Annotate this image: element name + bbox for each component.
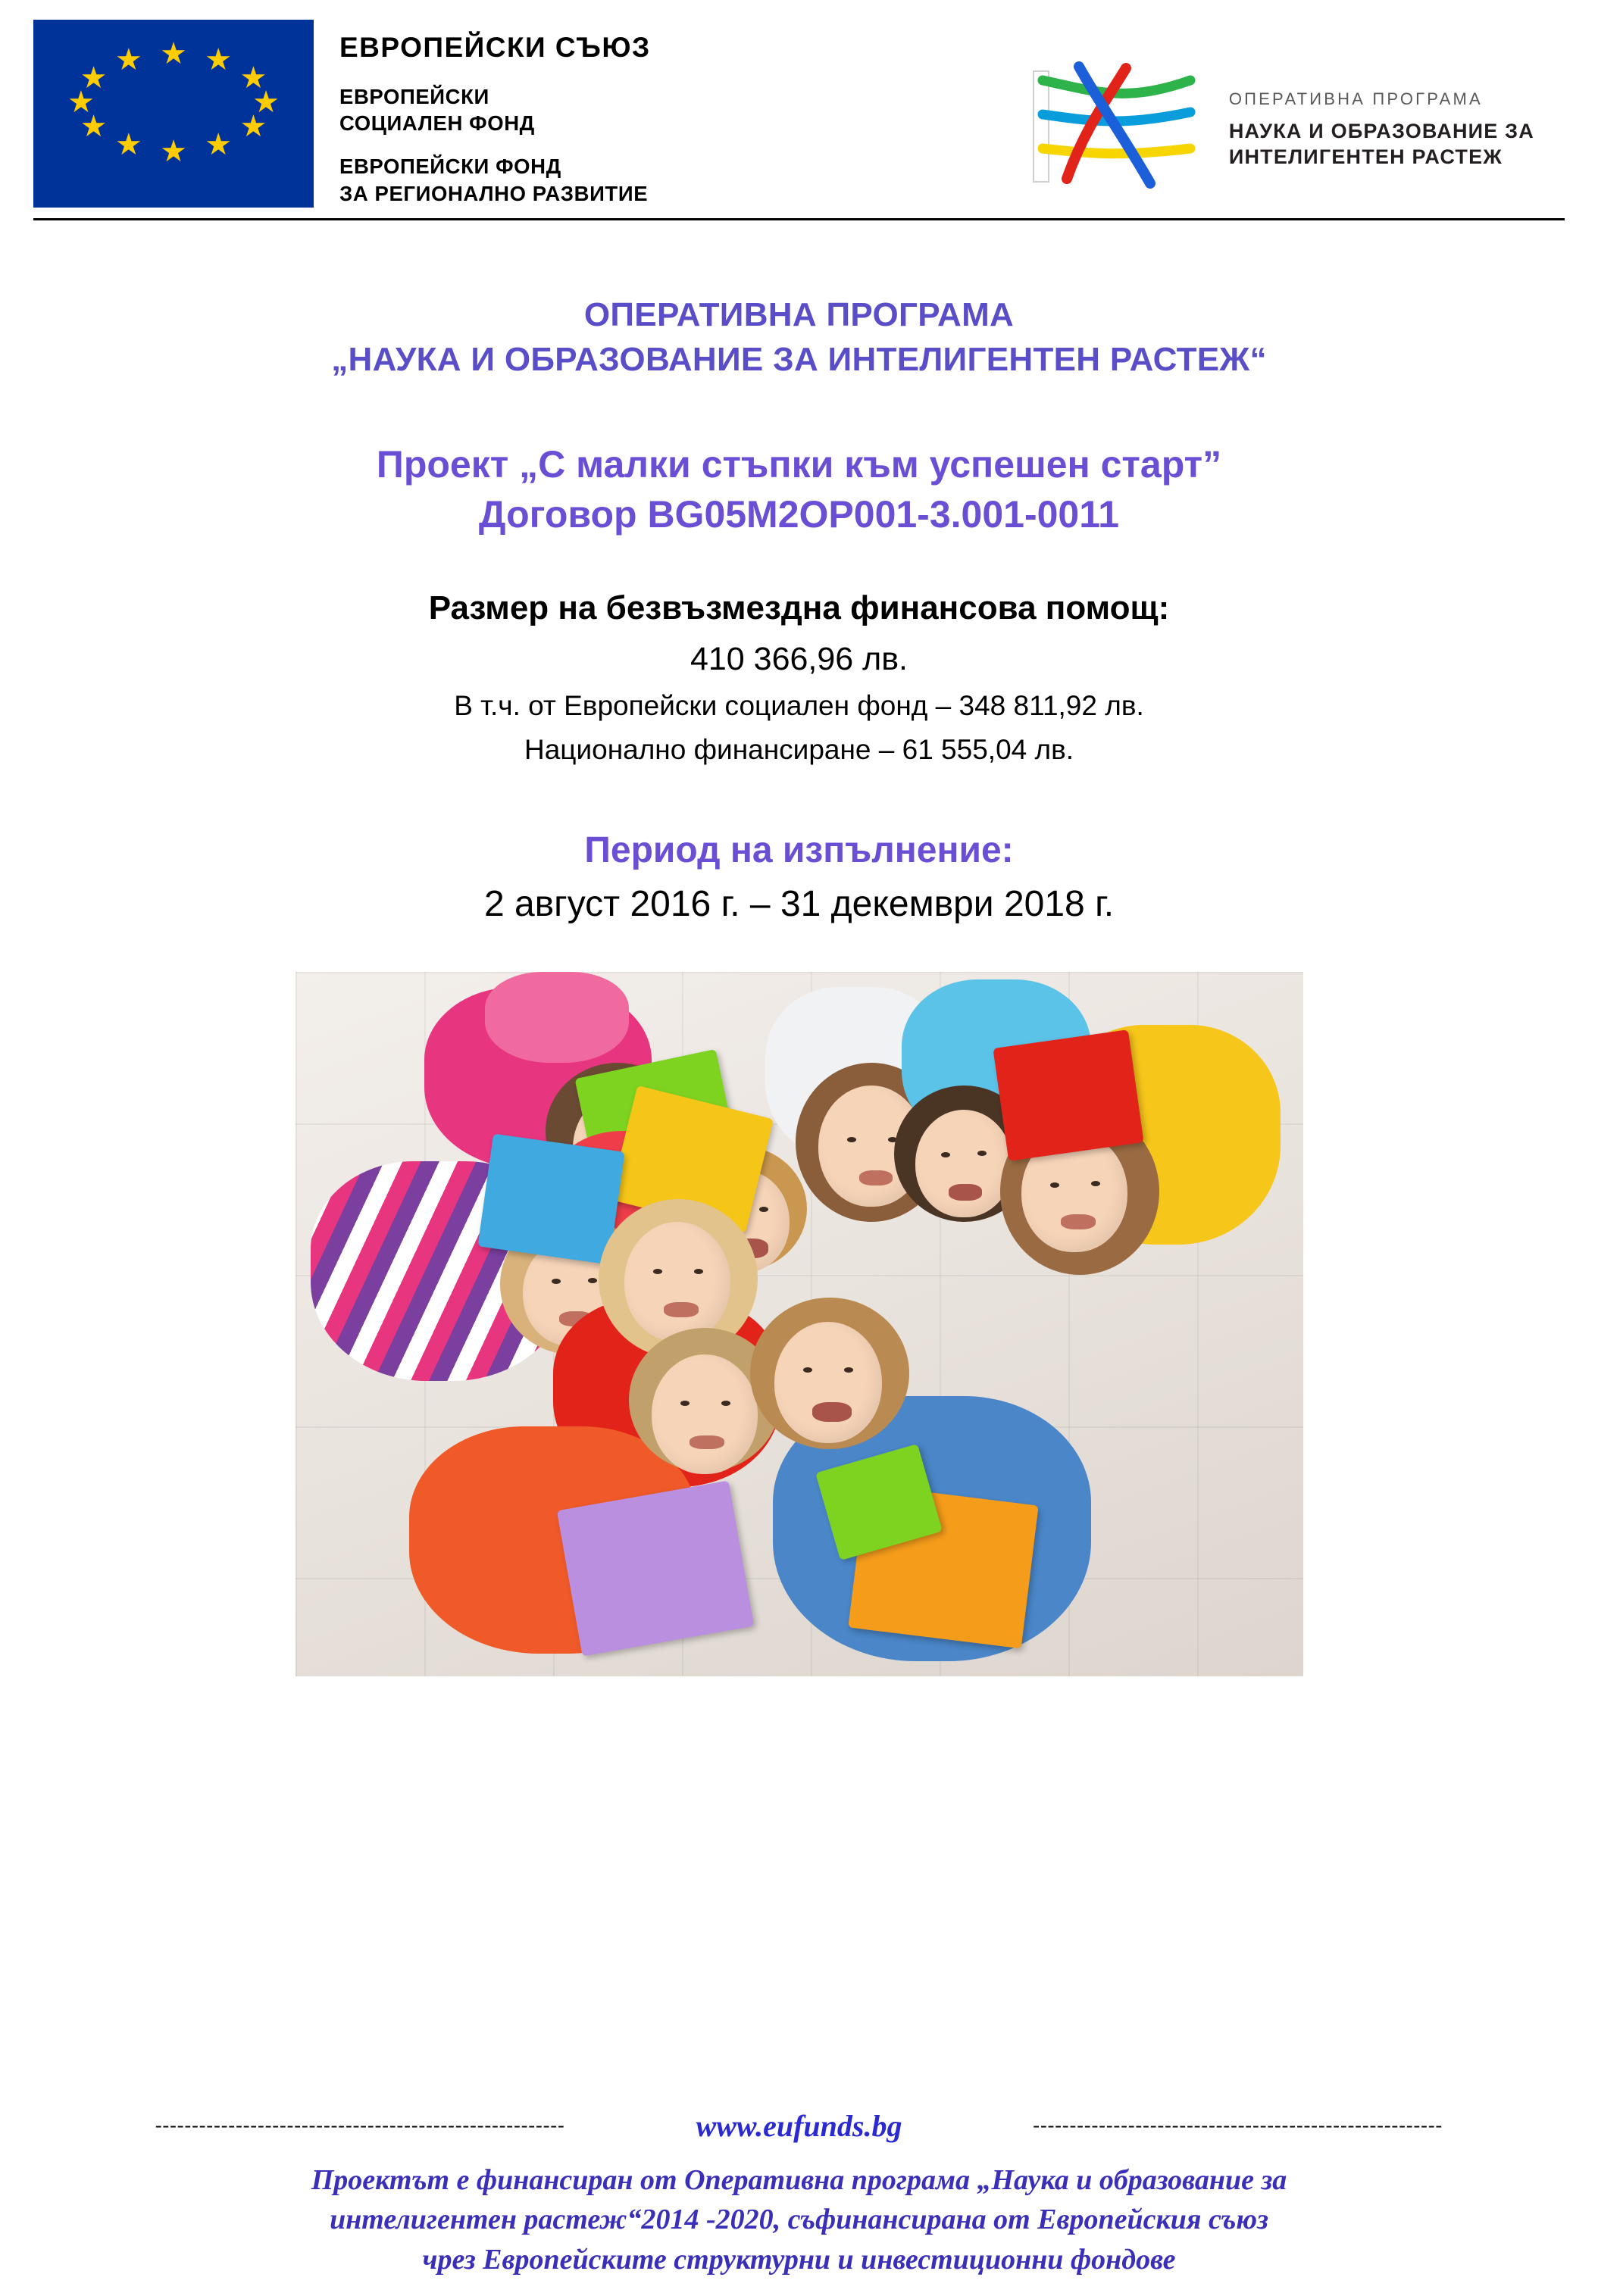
footer-disclaimer-line2: интелигентен растеж“2014 -2020, съфинансирана от Европейския съюз (330, 2204, 1268, 2236)
program-title (45, 293, 1553, 382)
op-logo-line3: ИНТЕЛИГЕНТЕН РАСТЕЖ (1228, 145, 1503, 168)
eu-text-block (339, 20, 651, 223)
eu-regional-fund-label (339, 153, 651, 206)
eu-social-fund-label (339, 83, 651, 136)
op-program-logo-icon (1012, 58, 1209, 194)
eu-social-fund-line1: ЕВРОПЕЙСКИ (339, 85, 489, 108)
document-footer (0, 2108, 1598, 2279)
children-photo (296, 972, 1303, 1676)
eufunds-link[interactable]: www.eufunds.bg (696, 2108, 902, 2143)
op-logo-text (1229, 82, 1534, 170)
eu-regional-fund-line2: ЗА РЕГИОНАЛНО РАЗВИТИЕ (339, 181, 649, 205)
period-value: 2 август 2016 г. – 31 декември 2018 г. (483, 884, 1115, 925)
grant-national-amount: Национално финансиране – 61 555,04 лв. (524, 734, 1074, 766)
op-logo-line2: НАУКА И ОБРАЗОВАНИЕ ЗА (1228, 119, 1534, 142)
footer-link-row (33, 2108, 1565, 2144)
grant-esf-amount: В т.ч. от Европейски социален фонд – 348 811,92 лв. (454, 690, 1144, 722)
eu-flag-icon: ★ ★ ★ ★ ★ ★ ★ ★ ★ ★ ★ ★ (33, 20, 314, 208)
eu-union-title: ЕВРОПЕЙСКИ СЪЮЗ (339, 32, 651, 63)
program-title-line2: „НАУКА И ОБРАЗОВАНИЕ ЗА ИНТЕЛИГЕНТЕН РАСТЕЖ“ (331, 340, 1267, 378)
program-title-line1: ОПЕРАТИВНА ПРОГРАМА (583, 296, 1015, 333)
eu-social-fund-line2: СОЦИАЛЕН ФОНД (339, 111, 535, 136)
document-header (0, 0, 1598, 212)
footer-disclaimer (33, 2160, 1565, 2279)
grant-amount: 410 366,96 лв. (690, 641, 908, 678)
project-contract-number: Договор BG05M2OP001-3.001-0011 (478, 493, 1120, 536)
op-logo-block (1012, 20, 1565, 194)
footer-disclaimer-line3: чрез Европейските структурни и инвестиционни фондове (422, 2243, 1176, 2276)
document-body (0, 293, 1598, 1676)
project-title (45, 439, 1553, 539)
eu-emblem-block (33, 20, 651, 223)
footer-disclaimer-line1: Проектът е финансиран от Оперативна програма „Наука и образование за (311, 2163, 1287, 2196)
project-title-line1: Проект „С малки стъпки към успешен старт” (376, 443, 1222, 486)
footer-dashes-left: -------------------------------------------------------- (155, 2114, 565, 2137)
grant-label: Размер на безвъзмездна финансова помощ: (428, 589, 1170, 627)
footer-dashes-right: -------------------------------------------------------- (1033, 2114, 1443, 2137)
period-label: Период на изпълнение: (584, 830, 1014, 871)
op-logo-line1: ОПЕРАТИВНА ПРОГРАМА (1228, 89, 1483, 108)
eu-regional-fund-line1: ЕВРОПЕЙСКИ ФОНД (339, 155, 561, 179)
